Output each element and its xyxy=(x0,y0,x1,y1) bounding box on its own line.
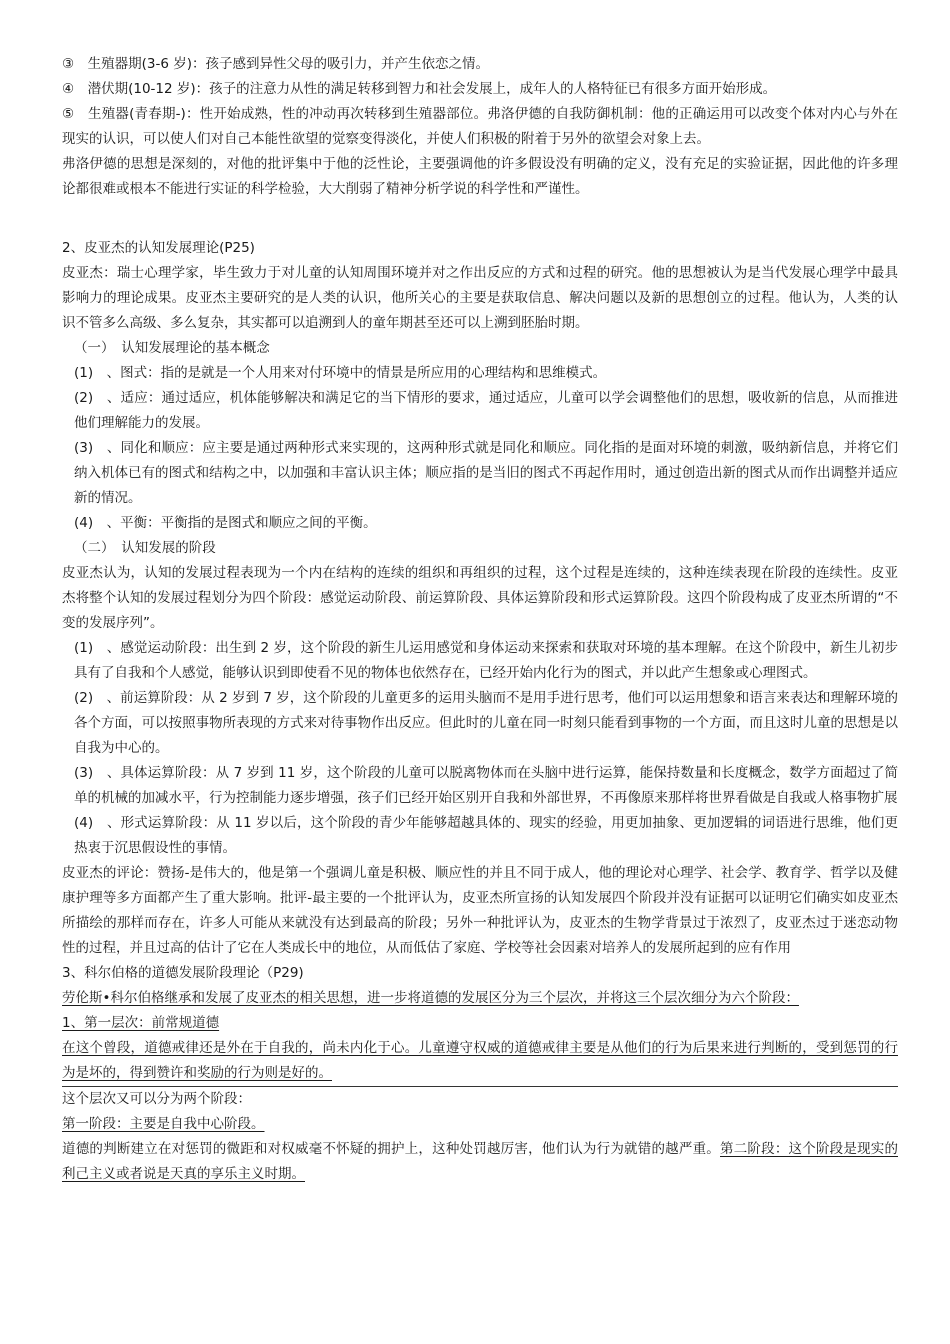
section-heading-kohlberg: 3、科尔伯格的道德发展阶段理论（P29) xyxy=(62,965,304,981)
stage1-description-text: 道德的判断建立在对惩罚的微距和对权威毫不怀疑的拥护上，这种处罚越厉害，他们认为行为就错的越严重。 xyxy=(62,1141,720,1157)
paragraph-freud-critique: 弗洛伊德的思想是深刻的，对他的批评集中于他的泛性论，主要强调他的许多假设没有明确的定义，没有充足的实验证据，因此他的许多理论都很难或根本不能进行实证的科学检验，大大削弱了精神分析学说的科学性和严谨性。 xyxy=(62,156,898,197)
subheading-stages: （二） 认知发展的阶段 xyxy=(74,540,216,556)
section-heading-piaget: 2、皮亚杰的认知发展理论(P25) xyxy=(62,240,255,256)
level1-description: 在这个曾段，道德戒律还是外在于自我的，尚未内化于心。儿童遵守权威的道德戒律主要是从他们的行为后果来进行判断的，受到惩罚的行为是坏的，得到赞许和奖励的行为则是好的。 xyxy=(62,1036,898,1087)
list-item-preoperational: (2) 、前运算阶段：从 2 岁到 7 岁，这个阶段的儿童更多的运用头脑而不是用手进行思考，他们可以运用想象和语言来表达和理解环境的各个方面，可以按照事物所表现的方式来对待事物作出反应。但此时的儿童在同一时刻只能看到事物的一个方面，而且这时儿童的思想是以自我为中心的。 xyxy=(74,690,898,756)
spacer xyxy=(62,202,898,236)
paragraph-two-stages: 这个层次又可以分为两个阶段： xyxy=(62,1091,251,1107)
paragraph-piaget-review: 皮亚杰的评论：赞扬-是伟大的，他是第一个强调儿童是积极、顺应性的并且不同于成人，他的理论对心理学、社会学、教育学、哲学以及健康护理等多方面都产生了重大影响。批评-最主要的一个批评认为，皮亚杰所宣扬的认知发展四个阶段并没有证据可以证明它们确实如皮亚杰所描绘的那样而存在，许多人可能从来就没有达到最高的阶段；另外一种批评认为，皮亚杰的生物学背景过于浓烈了，皮亚杰过于迷恋动物性的过程，并且过高的估计了它在人类成长中的地位，从而低估了家庭、学校等社会因素对培养人的发展所起到的应有作用 xyxy=(62,865,898,956)
list-item-adaptation: (2) 、适应：通过适应，机体能够解决和满足它的当下情形的要求，通过适应，儿童可以学会调整他们的思想，吸收新的信息，从而推进他们理解能力的发展。 xyxy=(74,390,898,431)
stage2-text: 第二阶段：这个阶段是现实的利己主义或者说是天真的享乐主义时期。 xyxy=(62,1141,898,1182)
level1-title: 1、第一层次：前常规道德 xyxy=(62,1015,220,1031)
list-item-sensorimotor: (1) 、感觉运动阶段：出生到 2 岁，这个阶段的新生儿运用感觉和身体运动来探索和获取对环境的基本理解。在这个阶段中，新生儿初步具有了自我和个人感觉，能够认识到即使看不见的物体也依然存在，已经开始内化行为的图式，并以此产生想象或心理图式。 xyxy=(74,640,898,681)
list-item-concrete-operational: (3) 、具体运算阶段：从 7 岁到 11 岁，这个阶段的儿童可以脱离物体而在头脑中进行运算，能保持数量和长度概念，数学方面超过了简单的机械的加减水平，行为控制能力逐步增强，孩子们已经开始区别开自我和外部世界，不再像原来那样将世界看做是自我或人格事物扩展 xyxy=(74,765,898,806)
paragraph-latency-stage: ④ 潜伏期(10-12 岁)：孩子的注意力从性的满足转移到智力和社会发展上，成年人的人格特征已有很多方面开始形成。 xyxy=(62,81,777,97)
subheading-basic-concepts: （一） 认知发展理论的基本概念 xyxy=(74,340,270,356)
paragraph-puberty-stage: ⑤ 生殖器(青春期-)：性开始成熟，性的冲动再次转移到生殖器部位。弗洛伊德的自我防御机制：他的正确运用可以改变个体对内心与外在现实的认识，可以使人们对自己本能性欲望的觉察变得淡化，并使人们积极的附着于另外的欲望会对象上去。 xyxy=(62,106,898,147)
stage1-description xyxy=(62,1137,898,1187)
paragraph-piaget-intro: 皮亚杰：瑞士心理学家，毕生致力于对儿童的认知周围环境并对之作出反应的方式和过程的研究。他的思想被认为是当代发展心理学中最具影响力的理论成果。皮亚杰主要研究的是人类的认识，他所关心的主要是获取信息、解决问题以及新的思想创立的过程。他认为，人类的认识不管多么高级、多么复杂，其实都可以追溯到人的童年期甚至还可以上溯到胚胎时期。 xyxy=(62,265,898,331)
list-item-schema: (1) 、图式：指的是就是一个人用来对付环境中的情景是所应用的心理结构和思维模式。 xyxy=(74,365,607,381)
list-item-equilibrium: (4) 、平衡：平衡指的是图式和顺应之间的平衡。 xyxy=(74,515,377,531)
list-item-assimilation: (3) 、同化和顺应：应主要是通过两种形式来实现的，这两种形式就是同化和顺应。同化指的是面对环境的刺激，吸纳新信息，并将它们纳入机体已有的图式和结构之中，以加强和丰富认识主体；顺应指的是当旧的图式不再起作用时，通过创造出新的图式从而作出调整并适应新的情况。 xyxy=(74,440,898,506)
list-item-formal-operational: (4) 、形式运算阶段：从 11 岁以后，这个阶段的青少年能够超越具体的、现实的经验，用更加抽象、更加逻辑的词语进行思维，他们更热衷于沉思假设性的事情。 xyxy=(74,815,898,856)
paragraph-genital-stage: ③ 生殖器期(3-6 岁)：孩子感到异性父母的吸引力，并产生依恋之情。 xyxy=(62,56,489,72)
paragraph-stages-intro: 皮亚杰认为，认知的发展过程表现为一个内在结构的连续的组织和再组织的过程，这个过程是连续的，这种连续表现在阶段的连续性。皮亚杰将整个认知的发展过程划分为四个阶段：感觉运动阶段、前运算阶段、具体运算阶段和形式运算阶段。这四个阶段构成了皮亚杰所谓的“不变的发展序列”。 xyxy=(62,565,898,631)
stage1-title: 第一阶段：主要是自我中心阶段。 xyxy=(62,1116,265,1132)
document-page xyxy=(62,52,898,1187)
paragraph-kohlberg-intro: 劳伦斯•科尔伯格继承和发展了皮亚杰的相关思想，进一步将道德的发展区分为三个层次，并将这三个层次细分为六个阶段： xyxy=(62,990,799,1006)
